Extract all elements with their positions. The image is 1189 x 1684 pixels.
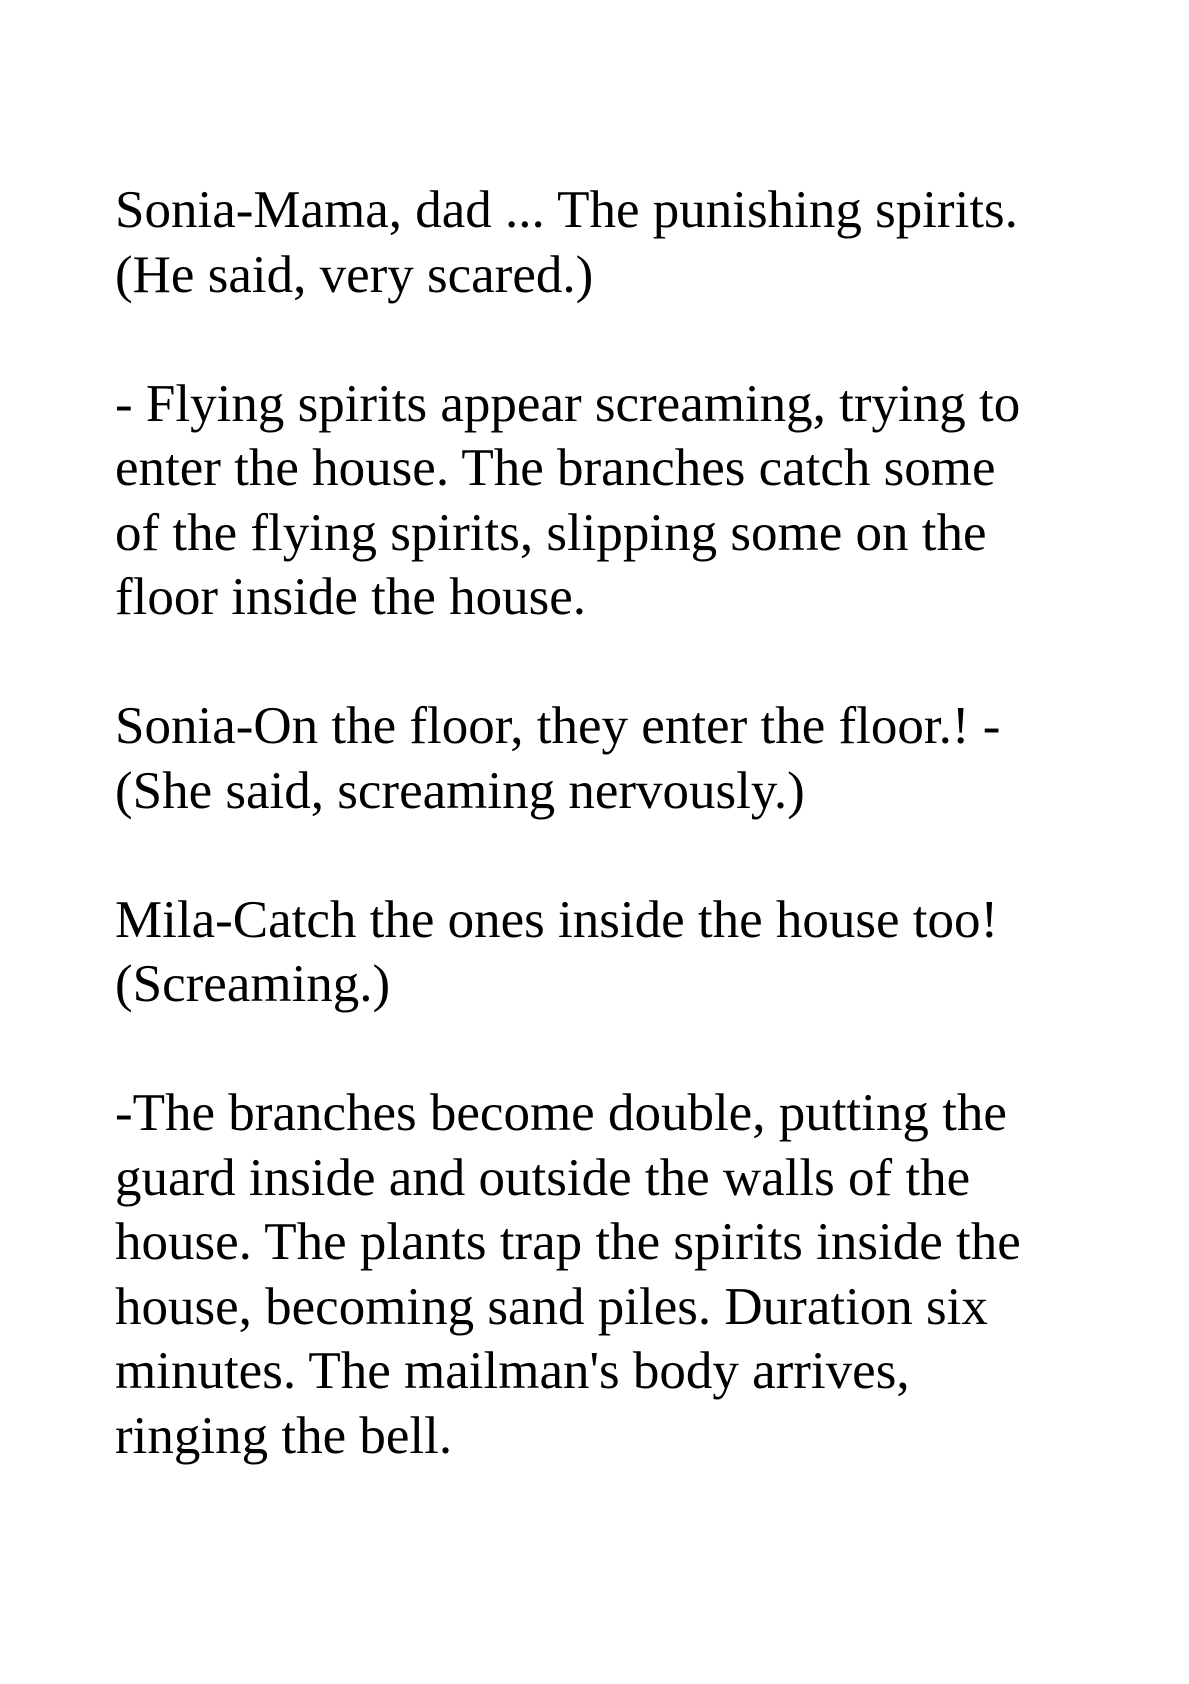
text-line: (Screaming.) <box>115 955 391 1013</box>
text-line: guard inside and outside the walls of the <box>115 1148 971 1207</box>
text-line: house, becoming sand piles. Duration six <box>115 1277 988 1336</box>
text-line: enter the house. The branches catch some <box>115 439 996 497</box>
dialogue-sonia-2 <box>115 694 1115 823</box>
text-line: minutes. The mailman's body arrives, <box>115 1342 910 1400</box>
text-line: (He said, very scared.) <box>115 245 594 304</box>
text-line: house. The plants trap the spirits inside the <box>115 1213 1021 1271</box>
text-line: Sonia-Mama, dad ... The punishing spirits. <box>115 181 1018 239</box>
text-line: floor inside the house. <box>115 568 587 626</box>
narration-1 <box>115 372 1115 630</box>
text-line: Sonia-On the floor, they enter the floor.! - <box>115 697 1001 755</box>
text-line: of the flying spirits, slipping some on the <box>115 503 987 562</box>
text-line: ringing the bell. <box>115 1406 453 1465</box>
text-line: Mila-Catch the ones inside the house too! <box>115 890 999 949</box>
text-line: -The branches become double, putting the <box>115 1084 1007 1142</box>
script-text <box>115 178 1115 1533</box>
dialogue-mila-1 <box>115 888 1115 1017</box>
narration-2 <box>115 1081 1115 1468</box>
text-line: (She said, screaming nervously.) <box>115 761 805 820</box>
dialogue-sonia-1 <box>115 178 1115 307</box>
text-line: - Flying spirits appear screaming, trying to <box>115 374 1021 433</box>
